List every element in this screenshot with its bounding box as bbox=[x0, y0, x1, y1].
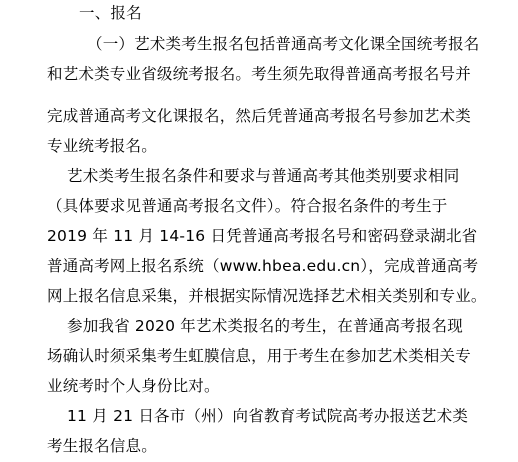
section-heading: 一、报名 bbox=[79, 4, 142, 22]
paragraph-line: 参加我省 2020 年艺术类报名的考生，在普通高考报名现 bbox=[67, 317, 463, 335]
paragraph-line: 艺术类考生报名条件和要求与普通高考其他类别要求相同 bbox=[67, 167, 460, 185]
paragraph-line: 和艺术类专业省级统考报名。考生须先取得普通高考报名号并 bbox=[47, 65, 471, 83]
paragraph-line: 专业统考报名。 bbox=[47, 137, 157, 155]
paragraph-line: 网上报名信息采集，并根据实际情况选择艺术相关类别和专业。 bbox=[47, 287, 487, 305]
paragraph-line: 场确认时须采集考生虹膜信息，用于考生在参加艺术类相关专 bbox=[47, 347, 471, 365]
paragraph-line: 完成普通高考文化课报名，然后凭普通高考报名号参加艺术类 bbox=[47, 107, 471, 125]
paragraph-line: （一）艺术类考生报名包括普通高考文化课全国统考报名 bbox=[87, 35, 480, 53]
paragraph-line: 业统考时个人身份比对。 bbox=[47, 377, 220, 395]
paragraph-line: 普通高考网上报名系统（www.hbea.edu.cn），完成普通高考 bbox=[47, 257, 479, 275]
paragraph-line: 11 月 21 日各市（州）向省教育考试院高考办报送艺术类 bbox=[67, 407, 469, 425]
paragraph-line: 考生报名信息。 bbox=[47, 437, 157, 455]
paragraph-line: （具体要求见普通高考报名文件）。符合报名条件的考生于 bbox=[47, 197, 448, 215]
paragraph-line: 2019 年 11 月 14-16 日凭普通高考报名号和密码登录湖北省 bbox=[47, 227, 478, 245]
